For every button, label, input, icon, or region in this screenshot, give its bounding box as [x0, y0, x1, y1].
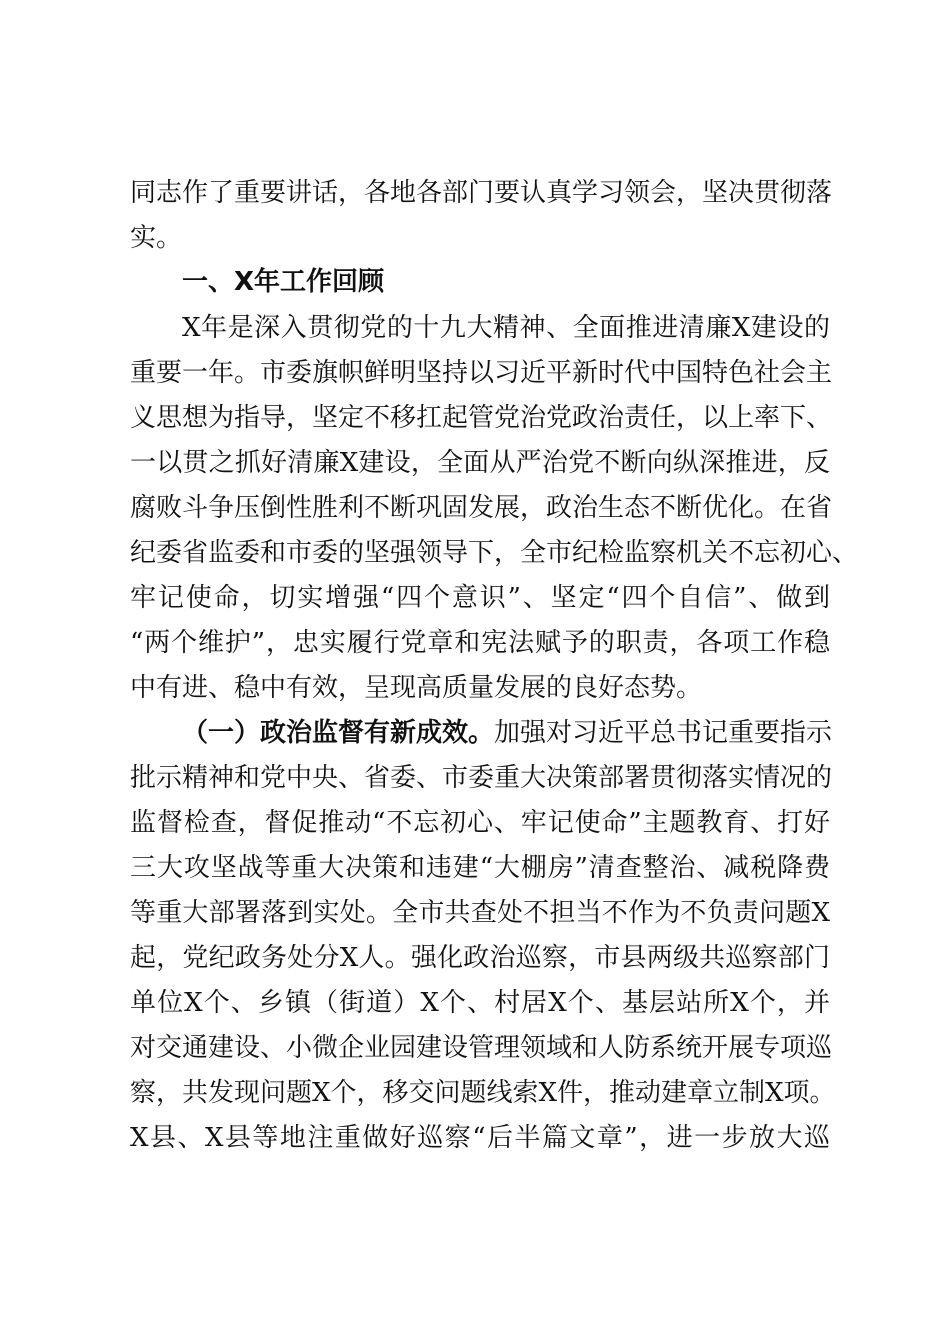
continuation-line-1: 同志作了重要讲话，各地各部门要认真学习领会，坚决贯彻落 — [130, 178, 833, 208]
continuation-line-2: 实。 — [130, 223, 183, 253]
paragraph-line: 批示精神和党中央、省委、市委重大决策部署贯彻落实情况的 — [130, 763, 833, 793]
paragraph-line: 腐败斗争压倒性胜利不断巩固发展，政治生态不断优化。在省 — [130, 493, 833, 523]
paragraph-line: 等重大部署落到实处。全市共查处不担当不作为不负责问题X — [130, 898, 830, 928]
paragraph-line: 监督检查，督促推动“不忘初心、牢记使命”主题教育、打好 — [130, 808, 830, 838]
paragraph-line: 单位X个、乡镇（街道）X个、村居X个、基层站所X个，并 — [130, 988, 830, 1018]
paragraph-line: X县、X县等地注重做好巡察“后半篇文章”，进一步放大巡 — [130, 1123, 830, 1153]
subsection-lead-text: 加强对习近平总书记重要指示 — [494, 718, 833, 748]
paragraph-line: 一以贯之抓好清廉X建设，全面从严治党不断向纵深推进，反 — [130, 448, 830, 478]
subsection-lead-line — [182, 714, 833, 752]
paragraph-line: 纪委省监委和市委的坚强领导下，全市纪检监察机关不忘初心、 — [130, 538, 859, 568]
paragraph-line: 重要一年。市委旗帜鲜明坚持以习近平新时代中国特色社会主 — [130, 358, 833, 388]
subsection-heading: （一）政治监督有新成效。 — [182, 718, 495, 748]
paragraph-line: “两个维护”，忠实履行党章和宪法赋予的职责，各项工作稳 — [130, 628, 830, 658]
paragraph-line: 对交通建设、小微企业园建设管理领域和人防系统开展专项巡 — [130, 1033, 833, 1063]
paragraph-line: 三大攻坚战等重大决策和违建“大棚房”清查整治、减税降费 — [130, 853, 830, 883]
paragraph-line: 中有进、稳中有效，呈现高质量发展的良好态势。 — [130, 673, 703, 703]
paragraph-line: 义思想为指导，坚定不移扛起管党治党政治责任，以上率下、 — [130, 403, 833, 433]
paragraph-line: 起，党纪政务处分X人。强化政治巡察，市县两级共巡察部门 — [130, 943, 830, 973]
paragraph-line: 察，共发现问题X个，移交问题线索X件，推动建章立制X项。 — [130, 1078, 836, 1108]
section-heading: 一、X年工作回顾 — [182, 267, 385, 297]
paragraph-line: X年是深入贯彻党的十九大精神、全面推进清廉X建设的 — [182, 313, 830, 343]
paragraph-line: 牢记使命，切实增强“四个意识”、坚定“四个自信”、做到 — [130, 583, 830, 613]
